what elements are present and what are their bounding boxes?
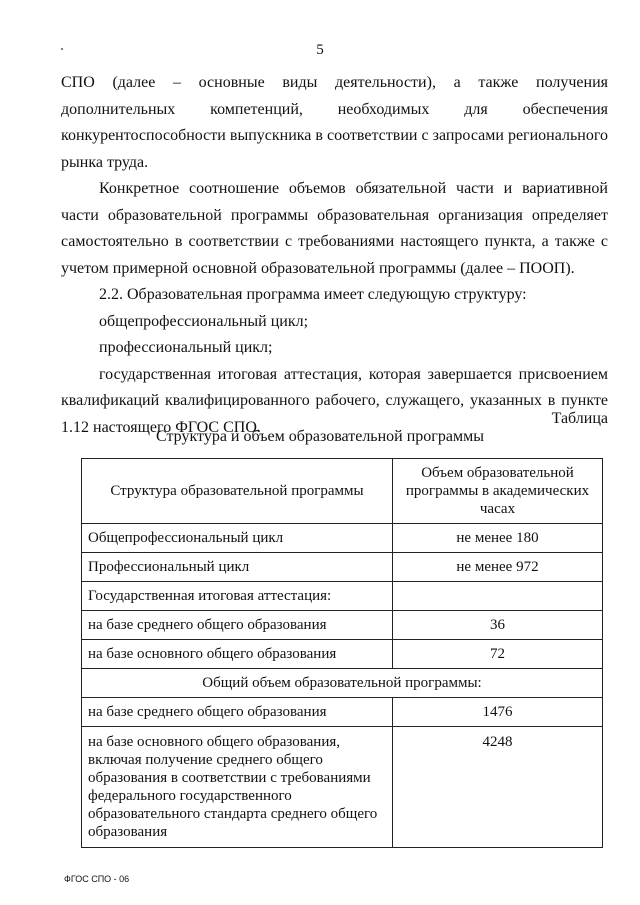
- row-label: Государственная итоговая аттестация:: [82, 582, 393, 611]
- row-label: Профессиональный цикл: [82, 553, 393, 582]
- table-span-row: [82, 669, 603, 698]
- table-row: [82, 553, 603, 582]
- row-value: 1476: [393, 698, 603, 727]
- table-row: [82, 698, 603, 727]
- table-title: Структура и объем образовательной программы: [156, 428, 484, 445]
- row-value: не менее 180: [393, 524, 603, 553]
- row-value: [393, 582, 603, 611]
- total-volume-heading: Общий объем образовательной программы:: [82, 669, 603, 698]
- row-label: Общепрофессиональный цикл: [82, 524, 393, 553]
- row-value: 72: [393, 640, 603, 669]
- header-cell-structure: Структура образовательной программы: [82, 459, 393, 524]
- row-label: на базе основного общего образования, включая получение среднего общего образования в соответствии с требованиями федерального государственного образовательного стандарта среднего общего образования: [82, 727, 393, 848]
- table-row: [82, 582, 603, 611]
- table-row: [82, 524, 603, 553]
- page-number: 5: [316, 42, 324, 58]
- structure-table: [81, 458, 603, 848]
- footer-doc-code: ФГОС СПО - 06: [64, 874, 130, 884]
- list-item-professional-cycle: профессиональный цикл;: [99, 339, 273, 356]
- row-value: не менее 972: [393, 553, 603, 582]
- table-header-row: [82, 459, 603, 524]
- header-cell-volume: Объем образовательной программы в академических часах: [393, 459, 603, 524]
- paragraph-structure-intro: 2.2. Образовательная программа имеет следующую структуру:: [99, 286, 527, 303]
- row-label: на базе основного общего образования: [82, 640, 393, 669]
- row-label: на базе среднего общего образования: [82, 611, 393, 640]
- row-value: 4248: [393, 727, 603, 848]
- table-label: Таблица: [551, 410, 608, 427]
- table-row: [82, 611, 603, 640]
- scan-speck: [61, 48, 63, 50]
- list-item-final-attestation: государственная итоговая аттестация, которая завершается присвоением квалификаций квалифицированного рабочего, служащего, указанных в пункте 1.12 настоящего ФГОС СПО.: [61, 365, 608, 436]
- row-label: на базе среднего общего образования: [82, 698, 393, 727]
- list-item-general-cycle: общепрофессиональный цикл;: [99, 312, 309, 330]
- paragraph-ratio: Конкретное соотношение объемов обязательной части и вариативной части образовательной программы образовательная организация определяет самостоятельно в соответствии с требованиями настоящего пункта, а также с учетом примерной основной образовательной программы (далее – ПООП).: [61, 180, 608, 277]
- body-text: [61, 70, 608, 441]
- table-row: [82, 727, 603, 848]
- row-value: 36: [393, 611, 603, 640]
- paragraph-continuation: СПО (далее – основные виды деятельности), а также получения дополнительных компетенций, необходимых для обеспечения конкурентоспособности выпускника в соответствии с запросами регионального рынка труда.: [61, 74, 608, 171]
- table-row: [82, 640, 603, 669]
